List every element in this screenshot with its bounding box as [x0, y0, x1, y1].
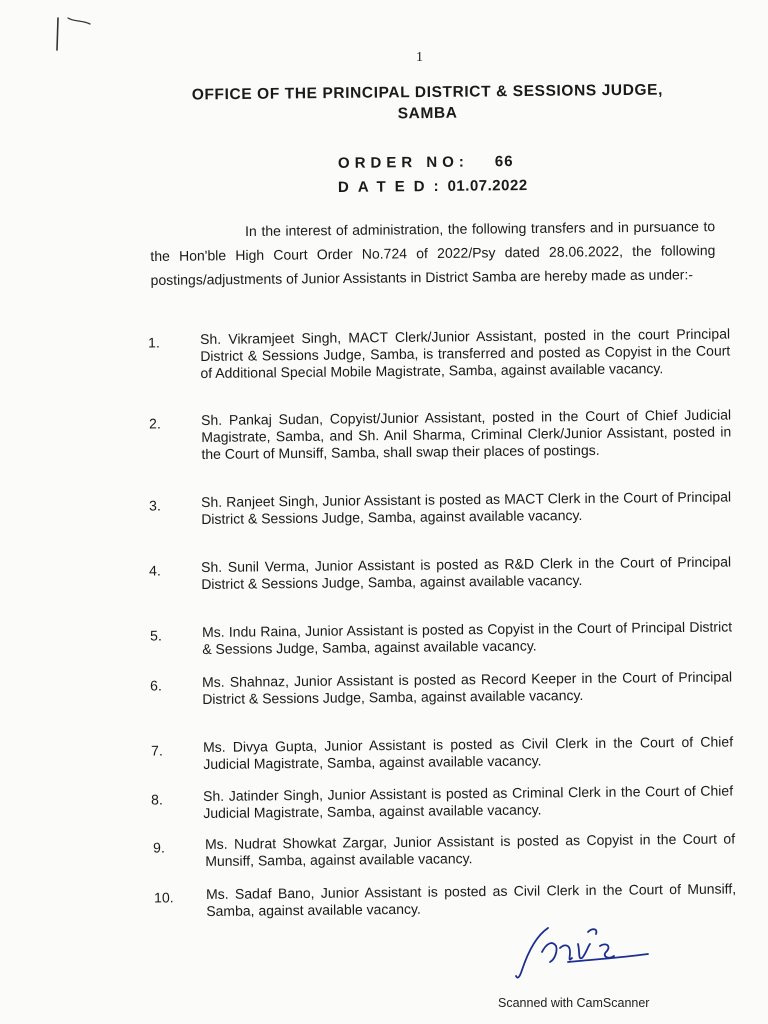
item-text: Ms. Nudrat Showkat Zargar, Junior Assistant is posted as Copyist in the Court of Munsiff, Samba, against available vacancy.: [205, 830, 736, 869]
order-number: 66: [494, 153, 514, 171]
intro-paragraph: In the interest of administration, the following transfers and in pursuance to the Hon'ble High Court Order No.724 of 2022/Psy dated 28.06.2022, the following postings/adjustments of Junior Assistants in District Samba are hereby made as under:-: [150, 218, 716, 288]
item-number: 6.: [150, 677, 162, 694]
list-item: [148, 325, 731, 382]
item-text: Sh. Pankaj Sudan, Copyist/Junior Assistant, posted in the Court of Chief Judicial Magistrate, Samba, and Sh. Anil Sharma, Criminal Clerk/Junior Assistant, posted in the Court of Munsiff, Samba, shall swap their places of postings.: [201, 406, 732, 462]
item-number: 7.: [151, 742, 163, 759]
page-number: 1: [416, 50, 423, 65]
list-item: [154, 880, 737, 920]
office-title-line1: OFFICE OF THE PRINCIPAL DISTRICT & SESSIONS JUDGE,: [191, 81, 664, 104]
item-number: 1.: [148, 334, 160, 351]
item-text: Sh. Vikramjeet Singh, MACT Clerk/Junior Assistant, posted in the court Principal District & Sessions Judge, Samba, is transferred and posted as Copyist in the Court of Additional Special Mobile Magistrate, Samba, against available vacancy.: [200, 325, 731, 381]
item-text: Sh. Jatinder Singh, Junior Assistant is posted as Criminal Clerk in the Court of Chief Judicial Magistrate, Samba, against available vacancy.: [203, 782, 734, 821]
date-value: 01.07.2022: [447, 177, 528, 195]
office-title-line2: SAMBA: [397, 104, 458, 123]
list-item: [153, 830, 736, 870]
list-item: [149, 488, 732, 528]
list-item: [150, 618, 733, 658]
list-item: [149, 406, 732, 463]
item-number: 10.: [154, 889, 174, 906]
order-label: ORDER NO:: [337, 153, 469, 172]
item-number: 2.: [149, 415, 161, 432]
scanner-watermark: Scanned with CamScanner: [498, 996, 650, 1010]
item-text: Sh. Sunil Verma, Junior Assistant is posted as R&D Clerk in the Court of Principal District & Sessions Judge, Samba, against available vacancy.: [201, 553, 732, 592]
item-text: Ms. Sadaf Bano, Junior Assistant is posted as Civil Clerk in the Court of Munsiff, Samba, against available vacancy.: [206, 880, 737, 919]
list-item: [150, 668, 733, 708]
handwritten-signature: [508, 918, 658, 982]
item-number: 4.: [149, 562, 161, 579]
item-number: 3.: [149, 497, 161, 514]
list-item: [149, 553, 732, 593]
list-item: [151, 733, 734, 773]
item-number: 8.: [151, 791, 163, 808]
item-text: Ms. Indu Raina, Junior Assistant is posted as Copyist in the Court of Principal District & Sessions Judge, Samba, against available vacancy.: [202, 618, 733, 657]
item-text: Sh. Ranjeet Singh, Junior Assistant is posted as MACT Clerk in the Court of Principal District & Sessions Judge, Samba, against available vacancy.: [201, 488, 732, 527]
item-number: 9.: [153, 839, 165, 856]
list-item: [151, 782, 734, 822]
item-text: Ms. Divya Gupta, Junior Assistant is posted as Civil Clerk in the Court of Chief Judicial Magistrate, Samba, against available vacancy.: [203, 733, 734, 772]
item-text: Ms. Shahnaz, Junior Assistant is posted as Record Keeper in the Court of Principal District & Sessions Judge, Samba, against available vacancy.: [202, 668, 733, 707]
item-number: 5.: [150, 627, 162, 644]
date-label: DATED:: [337, 177, 448, 196]
